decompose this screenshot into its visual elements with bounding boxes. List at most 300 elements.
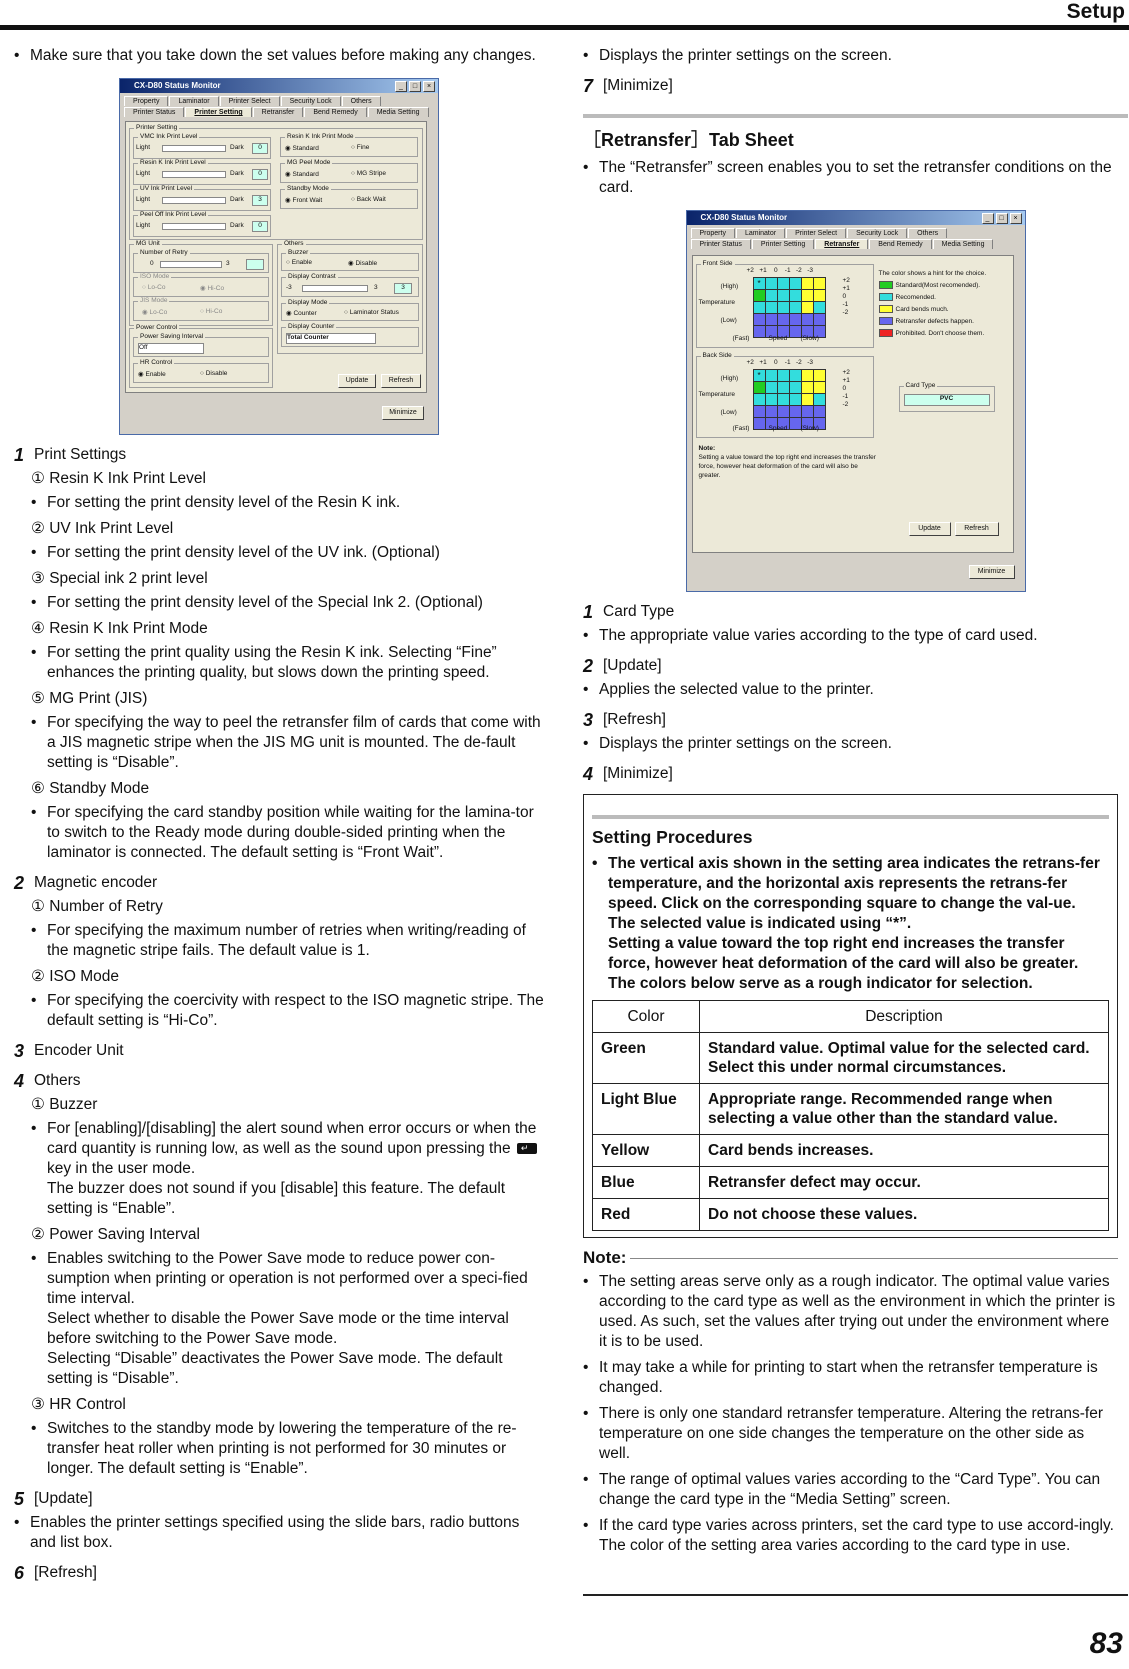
grid-cell[interactable]	[766, 302, 777, 313]
contrast-value: 3	[394, 283, 412, 294]
radio-iso-loco[interactable]: ○ Lo-Co	[142, 284, 166, 291]
card-type-field[interactable]: PVC	[904, 394, 990, 406]
radio-laminator-status[interactable]: ○ Laminator Status	[344, 309, 399, 316]
desc-cell: Card bends increases.	[700, 1135, 1109, 1167]
tab-printer-select[interactable]: Printer Select	[220, 96, 280, 106]
column-header: Color	[593, 1001, 700, 1033]
item-title: Encoder Unit	[34, 1042, 124, 1059]
group-back-side	[696, 352, 874, 438]
note-item: • The range of optimal values varies according to the “Card Type”. You can change the card type in the “Media Setting” screen.	[583, 1470, 1118, 1510]
radio-hr-disable[interactable]: ○ Disable	[200, 370, 228, 377]
group-label: HR Control	[140, 359, 173, 366]
grid-cell[interactable]	[790, 314, 801, 325]
tab-row-2	[687, 238, 1025, 249]
item-number: 1	[583, 602, 594, 622]
counter-select[interactable]: Total Counter	[286, 333, 376, 344]
procedures-text: The selected value is indicated using “*”.	[608, 915, 912, 932]
grid-cell[interactable]	[766, 290, 777, 301]
legend-item	[879, 293, 1011, 301]
tab-others[interactable]: Others	[342, 96, 381, 106]
tab-retransfer[interactable]: Retransfer	[815, 239, 868, 249]
item-number: 2	[583, 656, 594, 676]
grid-cell[interactable]	[778, 290, 789, 301]
contrast-max: 3	[374, 284, 378, 291]
tick: +1	[842, 377, 850, 384]
uv-slider[interactable]	[162, 197, 226, 204]
tab-security-lock[interactable]: Security Lock	[847, 228, 907, 238]
grid-cell[interactable]	[802, 290, 813, 301]
tick: -2	[842, 401, 849, 408]
resin-value: 0	[252, 169, 268, 180]
grid-cell[interactable]	[814, 290, 825, 301]
grid-cell[interactable]	[754, 326, 765, 337]
group-mg-unit	[129, 240, 273, 326]
window-title: CX-D80 Status Monitor	[120, 79, 438, 93]
grid-cell[interactable]	[814, 370, 825, 381]
close-window-icon[interactable]: ×	[1010, 213, 1022, 224]
temperature-label: Temperature	[698, 299, 735, 306]
note-item: • The setting areas serve only as a rough indicator. The optimal value varies according to the card type as well as the environment in which the printer is used. As such, set the values after trying out under the environment where it is to be used.	[583, 1272, 1118, 1352]
tab-retransfer[interactable]: Retransfer	[253, 107, 304, 117]
tab-bend-remedy[interactable]: Bend Remedy	[304, 107, 366, 117]
grid-cell[interactable]	[778, 406, 789, 417]
item-1	[14, 445, 544, 465]
others-list	[14, 1095, 544, 1479]
grid-cell[interactable]	[802, 382, 813, 393]
retry-max: 3	[226, 260, 230, 267]
front-side-grid[interactable]	[753, 277, 826, 338]
tick: 0	[842, 385, 847, 392]
retransfer-screenshot	[686, 210, 1026, 592]
color-cell: Green	[593, 1033, 700, 1084]
refresh-bullet: • Displays the printer settings on the screen.	[583, 46, 1128, 66]
group-power	[129, 324, 273, 388]
sub-bullet: • For specifying the maximum number of retries when writing/reading of the magnetic stripe fails. The default value is 1.	[31, 921, 544, 961]
resin-slider[interactable]	[162, 171, 226, 178]
minimize-window-icon[interactable]: _	[982, 213, 994, 224]
group-label: UV Ink Print Level	[140, 185, 193, 192]
grid-cell[interactable]	[802, 394, 813, 405]
item-number: 4	[14, 1071, 25, 1091]
item-title: Magnetic encoder	[34, 874, 158, 891]
radio-label: Front Wait	[292, 197, 323, 204]
group-jis	[133, 297, 269, 321]
tab-printer-setting[interactable]: Printer Setting	[185, 107, 251, 117]
grid-cell[interactable]	[766, 406, 777, 417]
front-temp-ticks	[843, 277, 850, 317]
item-number: 7	[583, 76, 594, 96]
contrast-slider[interactable]	[302, 285, 368, 292]
back-temp-ticks	[843, 369, 850, 409]
legend-item	[879, 329, 1011, 337]
update-button[interactable]: Update	[909, 522, 951, 536]
tab-security-lock[interactable]: Security Lock	[281, 96, 341, 106]
r-item-4	[583, 764, 1128, 784]
grid-cell[interactable]	[814, 394, 825, 405]
legend-item	[879, 317, 1011, 325]
group-card-type	[899, 382, 995, 412]
grid-cell[interactable]	[790, 302, 801, 313]
radio-mg-stripe[interactable]: ○ MG Stripe	[351, 170, 386, 177]
group-label: Peel Off Ink Print Level	[140, 211, 207, 218]
radio-buzzer-disable[interactable]: ◉ Disable	[348, 260, 378, 267]
magnetic-encoder-list	[14, 897, 544, 1031]
tick: +2	[842, 277, 850, 284]
sub-heading: ① Buzzer	[31, 1096, 98, 1113]
sub-bullet: • For specifying the way to peel the retransfer film of cards that come with a JIS magnetic stripe when the JIS MG unit is mounted. The de-fault setting is “Disable”.	[31, 713, 544, 773]
r-item-2	[583, 656, 1128, 676]
procedures-text: The colors below serve as a rough indicator for selection.	[608, 975, 1033, 992]
sub-heading: ③ Special ink 2 print level	[31, 570, 208, 587]
legend-swatch	[879, 281, 893, 289]
uv-value: 3	[252, 195, 268, 206]
column-header: Description	[700, 1001, 1109, 1033]
dark-label: Dark	[230, 144, 244, 151]
high-label: (High)	[720, 283, 739, 290]
radio-fine[interactable]: ○ Fine	[351, 144, 370, 151]
radio-buzzer-enable[interactable]: ○ Enable	[286, 259, 312, 266]
note-list	[583, 1272, 1118, 1556]
legend-item	[879, 305, 1011, 313]
tab-others[interactable]: Others	[908, 228, 947, 238]
header-rule	[0, 25, 1129, 30]
bullet-text: The buzzer does not sound if you [disable] this feature. The default setting is “Enable”.	[47, 1180, 506, 1217]
retry-slider[interactable]	[160, 261, 222, 268]
table-row	[593, 1199, 1109, 1231]
sub-heading: ① Number of Retry	[31, 898, 163, 915]
desc-cell: Standard value. Optimal value for the selected card. Select this under normal circumstances.	[700, 1033, 1109, 1084]
radio-label: Hi-Co	[205, 308, 223, 315]
group-peel-level	[133, 211, 271, 237]
legend-swatch	[879, 305, 893, 313]
group-label: Front Side	[702, 260, 733, 267]
grid-cell[interactable]	[778, 314, 789, 325]
sub-heading: ④ Resin K Ink Print Mode	[31, 620, 208, 637]
radio-label: Lo-Co	[147, 284, 166, 291]
section-heading: ［Retransfer］Tab Sheet	[583, 114, 1128, 152]
grid-cell[interactable]	[790, 406, 801, 417]
close-window-icon[interactable]: ×	[423, 81, 435, 92]
group-counter	[281, 323, 419, 347]
grid-cell[interactable]	[790, 418, 801, 429]
printer-setting-screenshot	[119, 78, 439, 435]
peel-slider[interactable]	[162, 223, 226, 230]
grid-cell[interactable]	[754, 314, 765, 325]
group-standby	[280, 185, 418, 209]
grid-cell[interactable]	[790, 370, 801, 381]
header-title: Setup	[1066, 0, 1125, 23]
radio-label: Back Wait	[356, 196, 386, 203]
screen-note-text: Setting a value toward the top right end increases the transfer force, however heat deformation of the card will also be greater.	[698, 454, 876, 479]
printer-setting-panel	[125, 121, 427, 393]
maximize-window-icon[interactable]: □	[996, 213, 1008, 224]
group-label: Buzzer	[288, 249, 309, 256]
desc-cell: Retransfer defect may occur.	[700, 1167, 1109, 1199]
tick: -1	[842, 301, 849, 308]
group-label: Others	[284, 240, 304, 247]
grid-cell[interactable]	[754, 290, 765, 301]
item-7	[583, 76, 1128, 96]
grid-cell[interactable]	[778, 370, 789, 381]
screen-note	[699, 444, 879, 480]
slow-label: (Slow)	[800, 335, 819, 342]
temperature-label: Temperature	[698, 391, 735, 398]
radio-front-wait[interactable]: ◉ Front Wait	[285, 197, 323, 204]
group-label: JIS Mode	[140, 297, 168, 304]
speed-ticks: +2 +1 0 -1 -2 -3	[746, 359, 813, 366]
group-label: Card Type	[905, 382, 936, 389]
note-title: Note:	[583, 1248, 1118, 1268]
color-cell: Yellow	[593, 1135, 700, 1167]
maximize-window-icon[interactable]: □	[409, 81, 421, 92]
radio-label: Laminator Status	[349, 309, 399, 316]
procedures-text: The vertical axis shown in the setting area indicates the retrans-fer temperature, and the horizontal axis represents the retrans-fer speed. Click on the corresponding square to change the val-ue.	[608, 855, 1100, 912]
sub-heading: ⑤ MG Print (JIS)	[31, 690, 148, 707]
tab-row-2	[120, 106, 438, 117]
tab-property[interactable]: Property	[691, 228, 735, 238]
grid-cell[interactable]	[754, 382, 765, 393]
legend-swatch	[879, 329, 893, 337]
grid-cell[interactable]	[814, 314, 825, 325]
grid-cell[interactable]	[814, 382, 825, 393]
grid-cell[interactable]	[814, 278, 825, 289]
grid-cell[interactable]	[766, 394, 777, 405]
radio-mg-standard[interactable]: ◉ Standard	[285, 171, 319, 178]
group-label: Standby Mode	[287, 185, 329, 192]
update-bullet: • Applies the selected value to the printer.	[583, 680, 1128, 700]
tick: -1	[842, 393, 849, 400]
radio-jis-hico[interactable]: ○ Hi-Co	[200, 308, 223, 315]
grid-cell[interactable]: *	[754, 278, 765, 289]
item-3	[14, 1041, 544, 1061]
group-uv-level	[133, 185, 271, 211]
tab-printer-setting[interactable]: Printer Setting	[752, 239, 814, 249]
vmc-value: 0	[252, 143, 268, 154]
item-title: Card Type	[603, 603, 675, 620]
group-display-mode	[281, 299, 419, 321]
item-title: [Refresh]	[34, 1564, 97, 1581]
group-label: ISO Mode	[140, 273, 170, 280]
legend-swatch	[879, 317, 893, 325]
minimize-button[interactable]: Minimize	[969, 565, 1015, 579]
sub-bullet: • For specifying the coercivity with respect to the ISO magnetic stripe. The default setting is “Hi-Co”.	[31, 991, 544, 1031]
radio-back-wait[interactable]: ○ Back Wait	[351, 196, 386, 203]
bullet-text: Selecting “Disable” deactivates the Power Save mode. The default setting is “Disable”.	[47, 1350, 503, 1387]
light-label: Light	[136, 144, 151, 151]
radio-label: Disable	[205, 370, 228, 377]
radio-label: Enable	[291, 259, 312, 266]
minimize-window-icon[interactable]: _	[395, 81, 407, 92]
procedures-bullet	[592, 854, 1109, 994]
grid-cell[interactable]	[790, 290, 801, 301]
group-label: Resin K Ink Print Mode	[287, 133, 354, 140]
grid-cell[interactable]	[790, 394, 801, 405]
light-label: Light	[136, 196, 151, 203]
grid-cell[interactable]	[778, 278, 789, 289]
high-label: (High)	[720, 375, 739, 382]
item-title: [Minimize]	[603, 765, 673, 782]
grid-cell[interactable]	[802, 302, 813, 313]
radio-counter[interactable]: ◉ Counter	[286, 310, 317, 317]
tick: +1	[842, 285, 850, 292]
psi-select[interactable]: Off	[138, 343, 204, 354]
retransfer-panel	[692, 255, 1014, 553]
refresh-button[interactable]: Refresh	[381, 374, 421, 388]
grid-cell[interactable]	[802, 370, 813, 381]
back-side-grid[interactable]	[753, 369, 826, 430]
tab-media-setting[interactable]: Media Setting	[368, 107, 429, 117]
page-number: 83	[1089, 1627, 1123, 1660]
item-title: [Update]	[34, 1490, 93, 1507]
grid-cell[interactable]	[802, 314, 813, 325]
tab-laminator[interactable]: Laminator	[169, 96, 218, 106]
radio-label: Lo-Co	[149, 309, 168, 316]
table-row	[593, 1084, 1109, 1135]
grid-cell[interactable]	[766, 382, 777, 393]
table-row	[593, 1135, 1109, 1167]
table-header-row	[593, 1001, 1109, 1033]
group-label: Display Mode	[288, 299, 328, 306]
sub-heading: ② Power Saving Interval	[31, 1226, 200, 1243]
grid-cell[interactable]	[790, 382, 801, 393]
item-number: 5	[14, 1489, 25, 1509]
grid-cell[interactable]	[754, 394, 765, 405]
group-hr	[133, 359, 269, 383]
speed-label: Speed	[768, 335, 788, 342]
grid-cell[interactable]	[814, 302, 825, 313]
setting-procedures-box	[583, 794, 1118, 1238]
group-resin-level	[133, 159, 271, 185]
group-others	[277, 240, 423, 354]
sub-bullet: • For setting the print quality using the Resin K ink. Selecting “Fine” enhances the printing quality, but slows down the printing speed.	[31, 643, 544, 683]
radio-label: Hi-Co	[207, 285, 225, 292]
tab-property[interactable]: Property	[124, 96, 168, 106]
tab-row-1	[120, 93, 438, 106]
grid-cell[interactable]	[802, 278, 813, 289]
group-resin-mode	[280, 133, 418, 157]
tab-laminator[interactable]: Laminator	[736, 228, 785, 238]
left-column	[14, 46, 544, 1587]
radio-iso-hico[interactable]: ◉ Hi-Co	[200, 285, 225, 292]
grid-cell[interactable]	[754, 406, 765, 417]
group-label: Number of Retry	[140, 249, 188, 256]
vmc-slider[interactable]	[162, 145, 226, 152]
grid-cell[interactable]	[790, 326, 801, 337]
grid-cell[interactable]: *	[754, 370, 765, 381]
grid-cell[interactable]	[790, 278, 801, 289]
low-label: (Low)	[720, 409, 737, 416]
group-front-side	[696, 260, 874, 348]
retry-min: 0	[150, 260, 154, 267]
dark-label: Dark	[230, 222, 244, 229]
tab-row-1	[687, 225, 1025, 238]
tab-printer-select[interactable]: Printer Select	[786, 228, 846, 238]
tab-media-setting[interactable]: Media Setting	[933, 239, 994, 249]
note-item: • If the card type varies across printers, set the card type to use accord-ingly. The color of the setting area varies according to the card type in use.	[583, 1516, 1118, 1556]
grid-cell[interactable]	[778, 302, 789, 313]
retry-value-box	[246, 259, 264, 270]
section-intro: • The “Retransfer” screen enables you to set the retransfer conditions on the card.	[583, 158, 1128, 198]
item-title: [Refresh]	[603, 711, 666, 728]
intro-bullet: • Make sure that you take down the set values before making any changes.	[14, 46, 544, 66]
tab-printer-status[interactable]: Printer Status	[124, 107, 184, 117]
tab-bend-remedy[interactable]: Bend Remedy	[869, 239, 931, 249]
note-bottom-rule	[583, 1594, 1128, 1596]
item-title: Print Settings	[34, 446, 127, 463]
radio-label: Counter	[293, 310, 317, 317]
r-item-1	[583, 602, 1128, 622]
table-row	[593, 1033, 1109, 1084]
legend-hint: The color shows a hint for the choice.	[878, 270, 987, 277]
grid-cell[interactable]	[814, 406, 825, 417]
group-contrast	[281, 273, 419, 297]
note-item: • It may take a while for printing to start when the retransfer temperature is changed.	[583, 1358, 1118, 1398]
procedures-rule	[592, 815, 1109, 819]
grid-cell[interactable]	[766, 314, 777, 325]
group-label: Back Side	[702, 352, 732, 359]
bullet-text: key in the user mode.	[47, 1160, 196, 1177]
color-legend	[879, 270, 1011, 337]
contrast-min: -3	[286, 284, 292, 291]
group-label: Display Contrast	[288, 273, 336, 280]
minimize-button[interactable]: Minimize	[382, 406, 424, 420]
grid-cell[interactable]	[766, 278, 777, 289]
grid-cell[interactable]	[754, 302, 765, 313]
group-label: Printer Setting	[136, 124, 178, 131]
bullet-text: Enables switching to the Power Save mode to reduce power con-sumption when printing or operation is not performed over a speci-fied time interval.	[47, 1250, 528, 1307]
group-vmc	[133, 133, 271, 159]
right-column	[583, 46, 1128, 1562]
grid-cell[interactable]	[778, 382, 789, 393]
enter-key-icon: ↵	[517, 1143, 537, 1154]
radio-jis-loco[interactable]: ◉ Lo-Co	[142, 309, 168, 316]
tick: 0	[842, 293, 847, 300]
sub-heading: ② UV Ink Print Level	[31, 520, 174, 537]
peel-value: 0	[252, 221, 268, 232]
radio-hr-enable[interactable]: ◉ Enable	[138, 371, 166, 378]
grid-cell[interactable]	[754, 418, 765, 429]
sub-bullet: • Switches to the standby mode by lowering the temperature of the re-transfer heat roller when printing is not performed for 30 minutes or longer. The default setting is “Enable”.	[31, 1419, 544, 1479]
color-cell: Red	[593, 1199, 700, 1231]
sub-bullet	[31, 1119, 544, 1219]
refresh-button[interactable]: Refresh	[955, 522, 999, 536]
grid-cell[interactable]	[766, 370, 777, 381]
radio-label: Enable	[145, 371, 166, 378]
grid-cell[interactable]	[802, 406, 813, 417]
legend-label: Prohibited. Don't choose them.	[895, 329, 985, 337]
sub-heading: ① Resin K Ink Print Level	[31, 470, 206, 487]
fast-label: (Fast)	[732, 425, 750, 432]
sub-bullet	[31, 1249, 544, 1389]
dark-label: Dark	[230, 170, 244, 177]
radio-standard[interactable]: ◉ Standard	[285, 145, 319, 152]
update-button[interactable]: Update	[338, 374, 376, 388]
grid-cell[interactable]	[778, 394, 789, 405]
procedures-title: Setting Procedures	[592, 827, 753, 847]
item-number: 4	[583, 764, 594, 784]
tab-printer-status[interactable]: Printer Status	[691, 239, 751, 249]
color-cell: Light Blue	[593, 1084, 700, 1135]
item-title: [Minimize]	[603, 77, 673, 94]
page-header	[0, 0, 1129, 30]
fast-label: (Fast)	[732, 335, 750, 342]
desc-cell: Appropriate range. Recommended range when selecting a value other than the standard value.	[700, 1084, 1109, 1135]
update-bullet: • Enables the printer settings specified using the slide bars, radio buttons and list box.	[14, 1513, 544, 1553]
speed-label: Speed	[768, 425, 788, 432]
light-label: Light	[136, 170, 151, 177]
radio-label: Standard	[292, 171, 319, 178]
item-number: 3	[14, 1041, 25, 1061]
